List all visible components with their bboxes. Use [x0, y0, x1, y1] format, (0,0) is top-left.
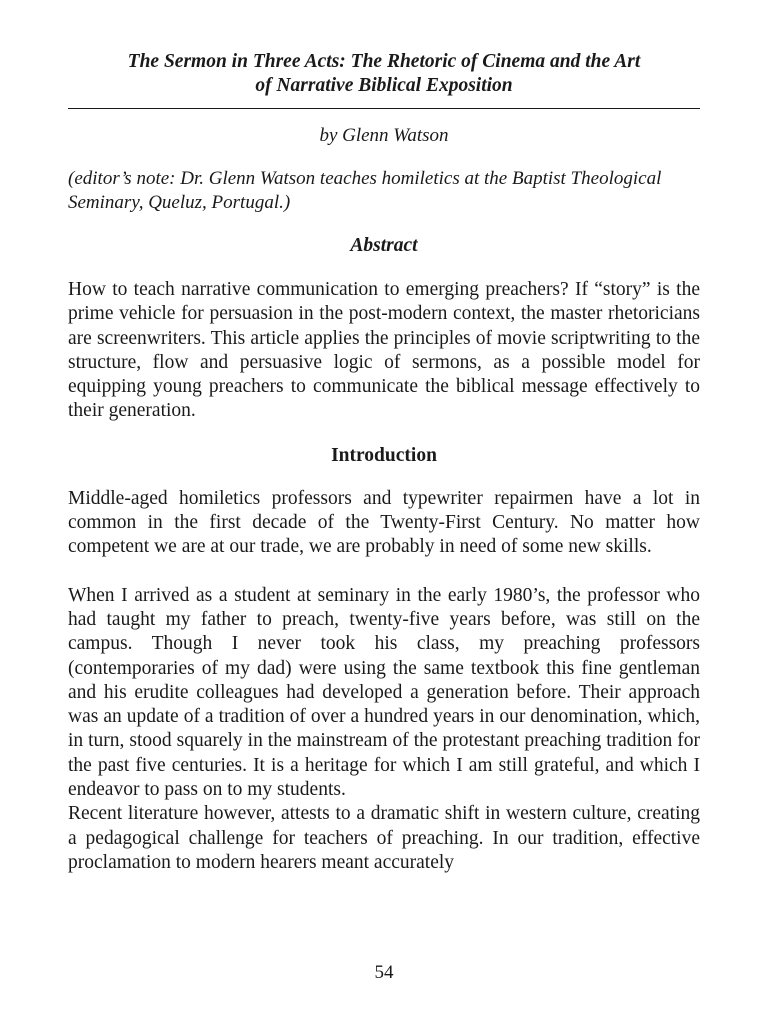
title-rule — [68, 108, 700, 109]
editor-note: (editor’s note: Dr. Glenn Watson teaches homiletics at the Baptist Theological Seminary, Queluz, Portugal.) — [68, 168, 662, 213]
introduction-heading: Introduction — [331, 444, 437, 466]
byline: by Glenn Watson — [319, 125, 449, 146]
introduction-paragraph-1: Middle-aged homiletics professors and typewriter repairmen have a lot in common in the first decade of the Twenty-First Century. No matter how competent we are at our trade, we are probably in need of some new skills. — [68, 487, 700, 558]
abstract-heading: Abstract — [350, 235, 418, 256]
article-title-line-1: The Sermon in Three Acts: The Rhetoric of Cinema and the Art — [127, 51, 641, 72]
page-number: 54 — [374, 962, 394, 983]
introduction-paragraph-3: Recent literature however, attests to a dramatic shift in western culture, creating a pedagogical challenge for teachers of preaching. In our tradition, effective proclamation to modern hearers meant accurately — [68, 803, 700, 873]
introduction-paragraph-2: When I arrived as a student at seminary in the early 1980’s, the professor who had taught my father to preach, twenty-five years before, was still on the campus. Though I never took his class, my preaching professors (contemporaries of my dad) were using the same textbook this fine gentleman and his erudite colleagues had developed a generation before. Their approach was an update of a tradition of over a hundred years in our denomination, which, in turn, stood squarely in the mainstream of the protestant preaching tradition for the past five centuries. It is a heritage for which I am still grateful, and which I endeavor to pass on to my students. — [68, 584, 700, 801]
article-title-line-2: of Narrative Biblical Exposition — [255, 75, 513, 96]
abstract-paragraph: How to teach narrative communication to emerging preachers? If “story” is the prime vehicle for persuasion in the post-modern context, the master rhetoricians are screenwriters. This article applies the principles of movie scriptwriting to the structure, flow and persuasive logic of sermons, as a possible model for equipping young preachers to communicate the biblical message effectively to their generation. — [68, 279, 700, 422]
article-title — [68, 50, 700, 98]
